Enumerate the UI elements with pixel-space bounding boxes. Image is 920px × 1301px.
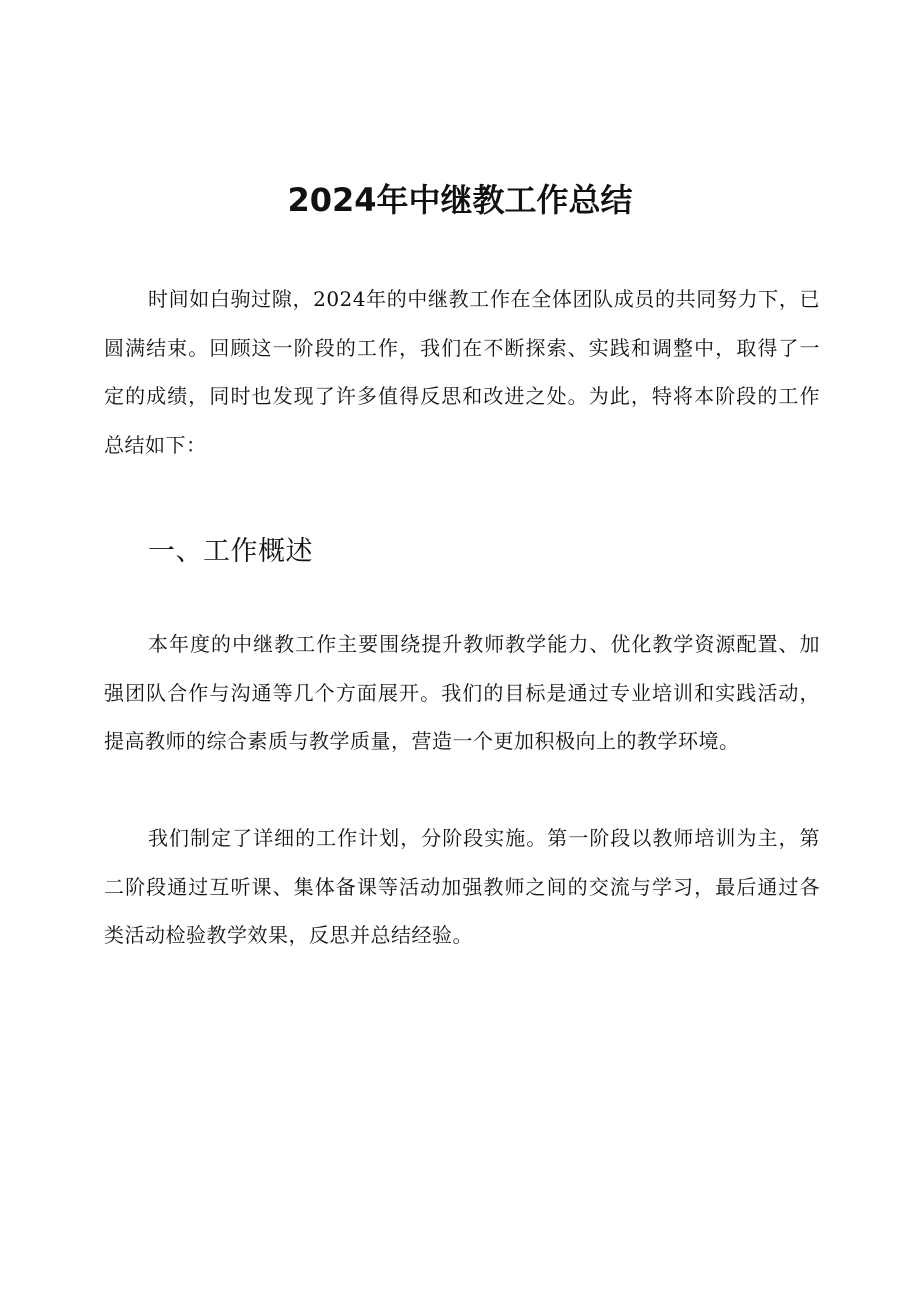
section-heading-overview: 一、工作概述 [148,536,313,567]
intro-paragraph: 时间如白驹过隙，2024年的中继教工作在全体团队成员的共同努力下，已圆满结束。回顾这一阶段的工作，我们在不断探索、实践和调整中，取得了一定的成绩，同时也发现了许多值得反思和改进之处。为此，特将本阶段的工作总结如下： [104,287,820,457]
document-title: 2024年中继教工作总结 [287,181,633,219]
overview-paragraph-2: 我们制定了详细的工作计划，分阶段实施。第一阶段以教师培训为主，第二阶段通过互听课、集体备课等活动加强教师之间的交流与学习，最后通过各类活动检验教学效果，反思并总结经验。 [104,826,820,947]
overview-paragraph-1: 本年度的中继教工作主要围绕提升教师教学能力、优化教学资源配置、加强团队合作与沟通等几个方面展开。我们的目标是通过专业培训和实践活动，提高教师的综合素质与教学质量，营造一个更加积极向上的教学环境。 [104,632,820,753]
